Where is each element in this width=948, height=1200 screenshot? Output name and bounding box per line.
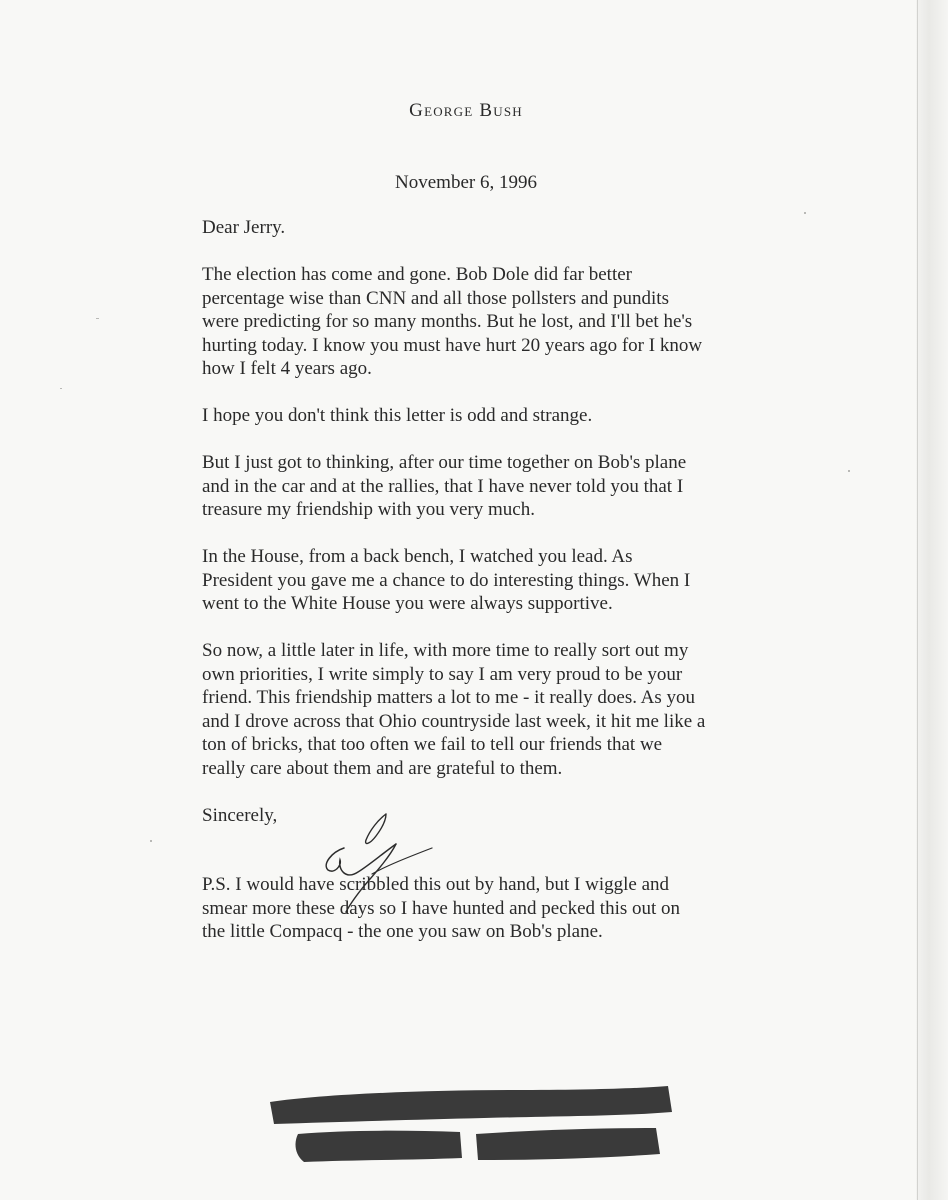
redaction-bar-bottom-left bbox=[296, 1131, 462, 1162]
paragraph-1: The election has come and gone. Bob Dole did far better percentage wise than CNN and all those pollsters and pundits were predicting for so many months. But he lost, and I'll bet he's hurting today. I know you must have hurt 20 years ago for I know how I felt 4 years ago. bbox=[202, 264, 703, 379]
paragraph-4: In the House, from a back bench, I watched you lead. As President you gave me a chance to do interesting things. When I went to the White House you were always supportive. bbox=[202, 546, 691, 614]
redaction-bar-top bbox=[270, 1086, 672, 1124]
letter-date: November 6, 1996 bbox=[395, 172, 537, 193]
letterhead: George Bush bbox=[409, 100, 523, 121]
paper-speck bbox=[96, 318, 99, 319]
letter-body bbox=[202, 216, 762, 967]
paper-speck bbox=[804, 212, 806, 214]
redaction-bar-bottom-right bbox=[476, 1128, 660, 1160]
paragraph-3: But I just got to thinking, after our time together on Bob's plane and in the car and at the rallies, that I have never told you that I treasure my friendship with you very much. bbox=[202, 452, 687, 520]
paragraph-2: I hope you don't think this letter is odd and strange. bbox=[202, 405, 593, 426]
salutation: Dear Jerry. bbox=[202, 217, 286, 238]
paper-speck bbox=[848, 470, 850, 472]
closing: Sincerely, bbox=[202, 804, 278, 826]
paragraph-5: So now, a little later in life, with more time to really sort out my own priorities, I write simply to say I am very proud to be your friend. This friendship matters a lot to me - it really does. As you and I drove across that Ohio countryside last week, it hit me like a ton of bricks, that too often we fail to tell our friends that we really care about them and are grateful to them. bbox=[202, 640, 706, 779]
signature-scribble bbox=[316, 808, 456, 918]
paper-speck bbox=[150, 840, 152, 842]
paper-speck bbox=[60, 388, 62, 389]
postscript: P.S. I would have scribbled this out by hand, but I wiggle and smear more these days so I have hunted and pecked this out on the little Compacq - the one you saw on Bob's plane. bbox=[202, 874, 681, 942]
redaction-marks bbox=[264, 1076, 684, 1166]
